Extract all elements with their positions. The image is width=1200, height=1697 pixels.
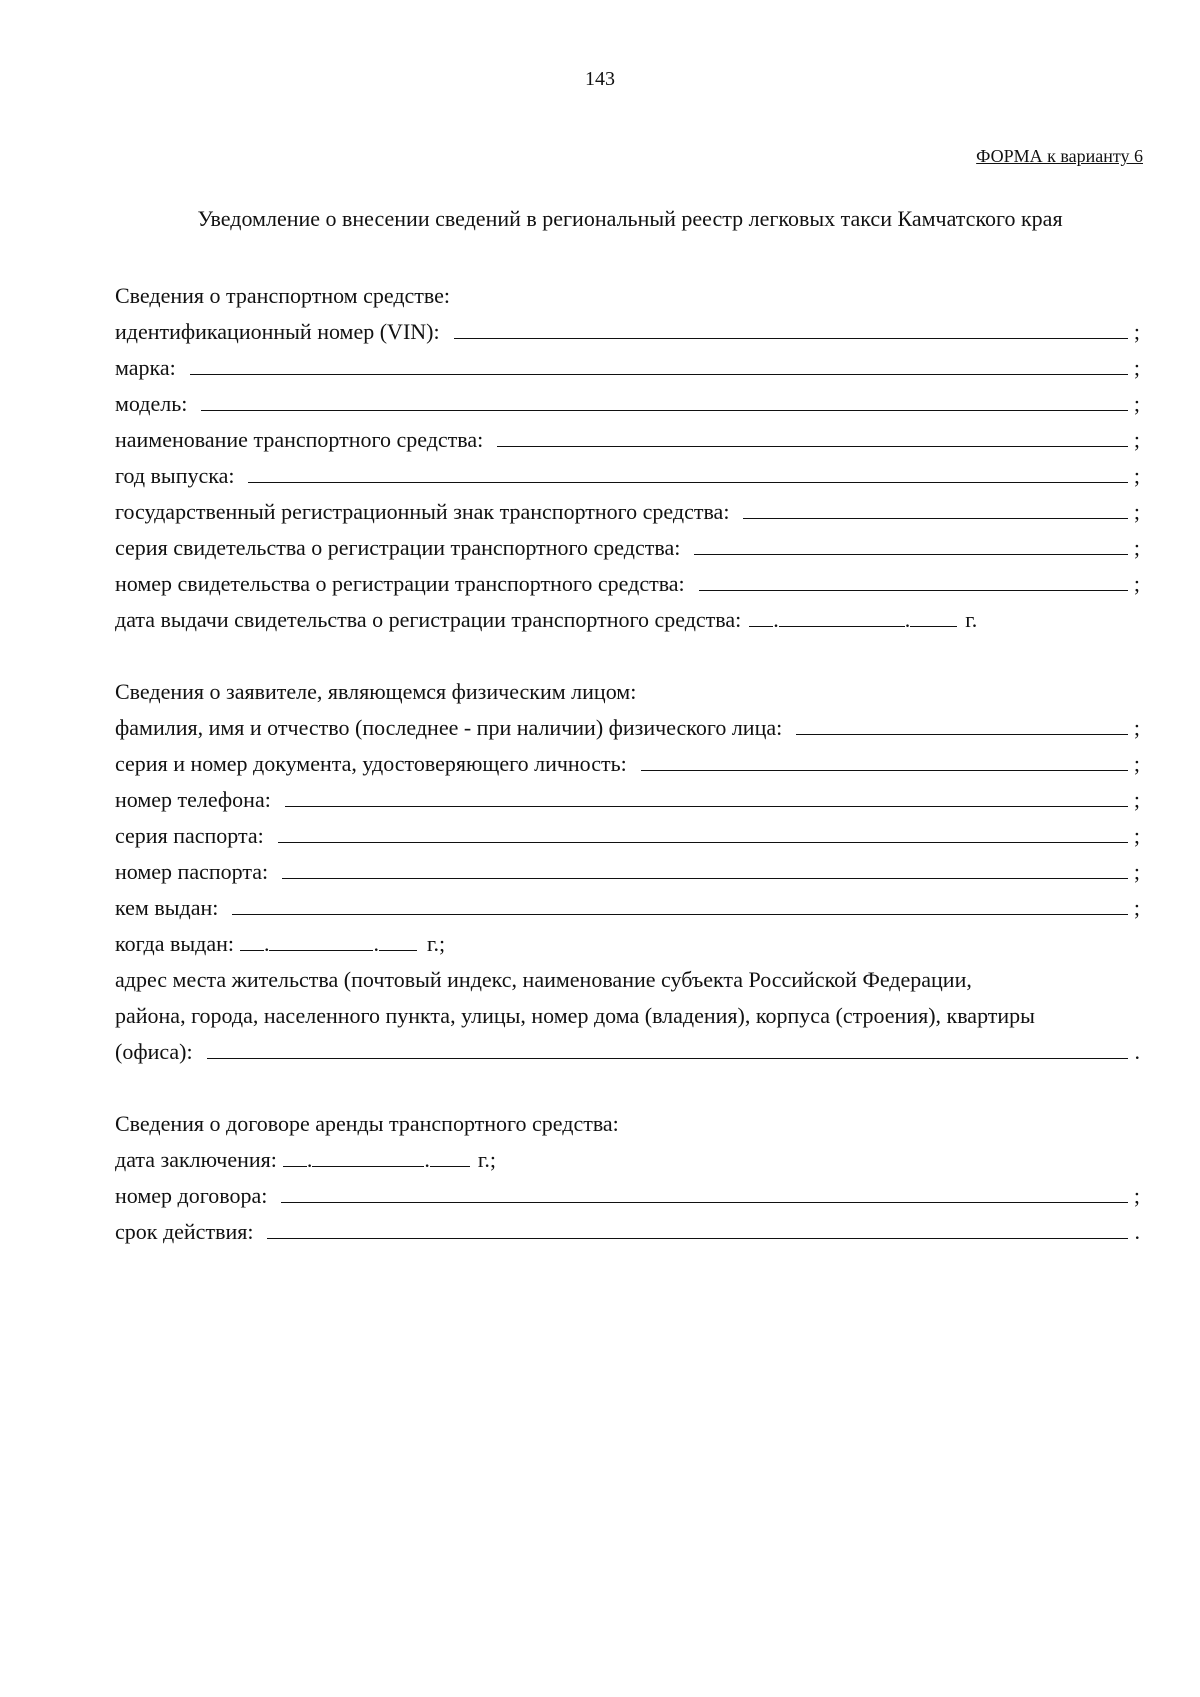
applicant-field-row	[115, 818, 1140, 854]
line-end: ;	[1133, 319, 1140, 344]
date-day-blank[interactable]	[283, 1142, 307, 1167]
lease-field-blank[interactable]	[281, 1178, 1128, 1203]
line-end: ;	[1133, 1183, 1140, 1208]
date-day-blank[interactable]	[240, 926, 264, 951]
applicant-section-heading: Сведения о заявителе, являющемся физическим лицом:	[115, 679, 637, 704]
vehicle-field-row	[115, 314, 1140, 350]
line-end: ;	[1133, 499, 1140, 524]
applicant-field-row	[115, 890, 1140, 926]
lease-date-label: дата заключения:	[115, 1147, 277, 1172]
vehicle-field-row	[115, 530, 1140, 566]
line-end: ;	[1133, 859, 1140, 884]
form-body	[115, 278, 1140, 1250]
year-suffix: г.	[965, 607, 978, 632]
date-year-blank[interactable]	[910, 602, 957, 627]
line-end: ;	[1133, 787, 1140, 812]
date-year-blank[interactable]	[379, 926, 417, 951]
vehicle-field-blank[interactable]	[694, 530, 1128, 555]
line-end: ;	[1133, 355, 1140, 380]
applicant-field-blank[interactable]	[641, 746, 1128, 771]
date-month-blank[interactable]	[312, 1142, 424, 1167]
vehicle-field-label: модель:	[115, 391, 188, 416]
vehicle-certificate-date-row: дата выдачи свидетельства о регистрации транспортного средства: . . г.	[115, 602, 1140, 638]
applicant-field-row	[115, 782, 1140, 818]
vehicle-field-row	[115, 386, 1140, 422]
vehicle-field-label: год выпуска:	[115, 463, 235, 488]
vehicle-field-label: марка:	[115, 355, 176, 380]
vehicle-field-blank[interactable]	[497, 422, 1128, 447]
line-end: ;	[1133, 535, 1140, 560]
line-end: ;	[1133, 427, 1140, 452]
lease-field-row	[115, 1214, 1140, 1250]
vehicle-field-blank[interactable]	[743, 494, 1128, 519]
applicant-field-blank[interactable]	[278, 818, 1128, 843]
line-end: .	[1134, 1219, 1140, 1244]
line-end: ;	[1133, 391, 1140, 416]
vehicle-field-row	[115, 350, 1140, 386]
line-end: ;	[1133, 751, 1140, 776]
lease-fields	[115, 1178, 1140, 1250]
applicant-field-blank[interactable]	[796, 710, 1128, 735]
address-row	[115, 1034, 1140, 1070]
applicant-field-label: кем выдан:	[115, 895, 219, 920]
line-end: ;	[1133, 715, 1140, 740]
vehicle-field-label: наименование транспортного средства:	[115, 427, 484, 452]
lease-field-row	[115, 1178, 1140, 1214]
passport-issued-label: когда выдан:	[115, 931, 234, 956]
address-text-line-2: района, города, населенного пункта, улицы, номер дома (владения), корпуса (строения), квартиры	[115, 1003, 1035, 1028]
applicant-field-blank[interactable]	[285, 782, 1128, 807]
applicant-field-label: серия и номер документа, удостоверяющего личность:	[115, 751, 627, 776]
applicant-fields	[115, 710, 1140, 926]
year-suffix: г.;	[426, 931, 446, 956]
passport-issued-date-row: когда выдан: . . г.;	[115, 926, 1140, 962]
vehicle-field-label: идентификационный номер (VIN):	[115, 319, 440, 344]
vehicle-field-blank[interactable]	[190, 350, 1128, 375]
applicant-field-blank[interactable]	[282, 854, 1128, 879]
applicant-field-row	[115, 854, 1140, 890]
address-text-line-1: адрес места жительства (почтовый индекс, наименование субъекта Российской Федерации,	[115, 967, 972, 992]
line-end: .	[1134, 1039, 1140, 1064]
vehicle-field-blank[interactable]	[201, 386, 1128, 411]
vehicle-field-label: государственный регистрационный знак транспортного средства:	[115, 499, 730, 524]
applicant-field-label: номер телефона:	[115, 787, 271, 812]
line-end: ;	[1133, 823, 1140, 848]
lease-field-label: срок действия:	[115, 1219, 254, 1244]
address-blank[interactable]	[207, 1034, 1128, 1059]
line-end: ;	[1133, 895, 1140, 920]
date-year-blank[interactable]	[430, 1142, 470, 1167]
vehicle-field-label: номер свидетельства о регистрации транспортного средства:	[115, 571, 685, 596]
vehicle-field-row	[115, 494, 1140, 530]
year-suffix: г.;	[477, 1147, 497, 1172]
line-end: ;	[1133, 571, 1140, 596]
form-label: ФОРМА к варианту 6	[976, 146, 1143, 166]
lease-field-label: номер договора:	[115, 1183, 268, 1208]
vehicle-field-label: серия свидетельства о регистрации транспортного средства:	[115, 535, 681, 560]
vehicle-fields	[115, 314, 1140, 602]
applicant-field-row	[115, 710, 1140, 746]
line-end: ;	[1133, 463, 1140, 488]
lease-section-heading: Сведения о договоре аренды транспортного средства:	[115, 1111, 619, 1136]
applicant-field-row	[115, 746, 1140, 782]
lease-date-row: дата заключения: . . г.;	[115, 1142, 1140, 1178]
vehicle-section-heading: Сведения о транспортном средстве:	[115, 283, 451, 308]
vehicle-field-blank[interactable]	[454, 314, 1128, 339]
date-month-blank[interactable]	[269, 926, 373, 951]
vehicle-certificate-date-label: дата выдачи свидетельства о регистрации транспортного средства:	[115, 607, 742, 632]
applicant-field-label: номер паспорта:	[115, 859, 269, 884]
date-month-blank[interactable]	[779, 602, 905, 627]
applicant-field-label: фамилия, имя и отчество (последнее - при наличии) физического лица:	[115, 715, 783, 740]
vehicle-field-blank[interactable]	[248, 458, 1128, 483]
address-label: (офиса):	[115, 1039, 193, 1064]
vehicle-field-row	[115, 458, 1140, 494]
vehicle-field-row	[115, 422, 1140, 458]
vehicle-field-blank[interactable]	[699, 566, 1128, 591]
vehicle-field-row	[115, 566, 1140, 602]
applicant-field-blank[interactable]	[232, 890, 1128, 915]
applicant-field-label: серия паспорта:	[115, 823, 264, 848]
date-day-blank[interactable]	[749, 602, 773, 627]
lease-field-blank[interactable]	[267, 1214, 1128, 1239]
document-title: Уведомление о внесении сведений в региональный реестр легковых такси Камчатского края	[197, 206, 1063, 231]
page-number: 143	[585, 68, 615, 90]
